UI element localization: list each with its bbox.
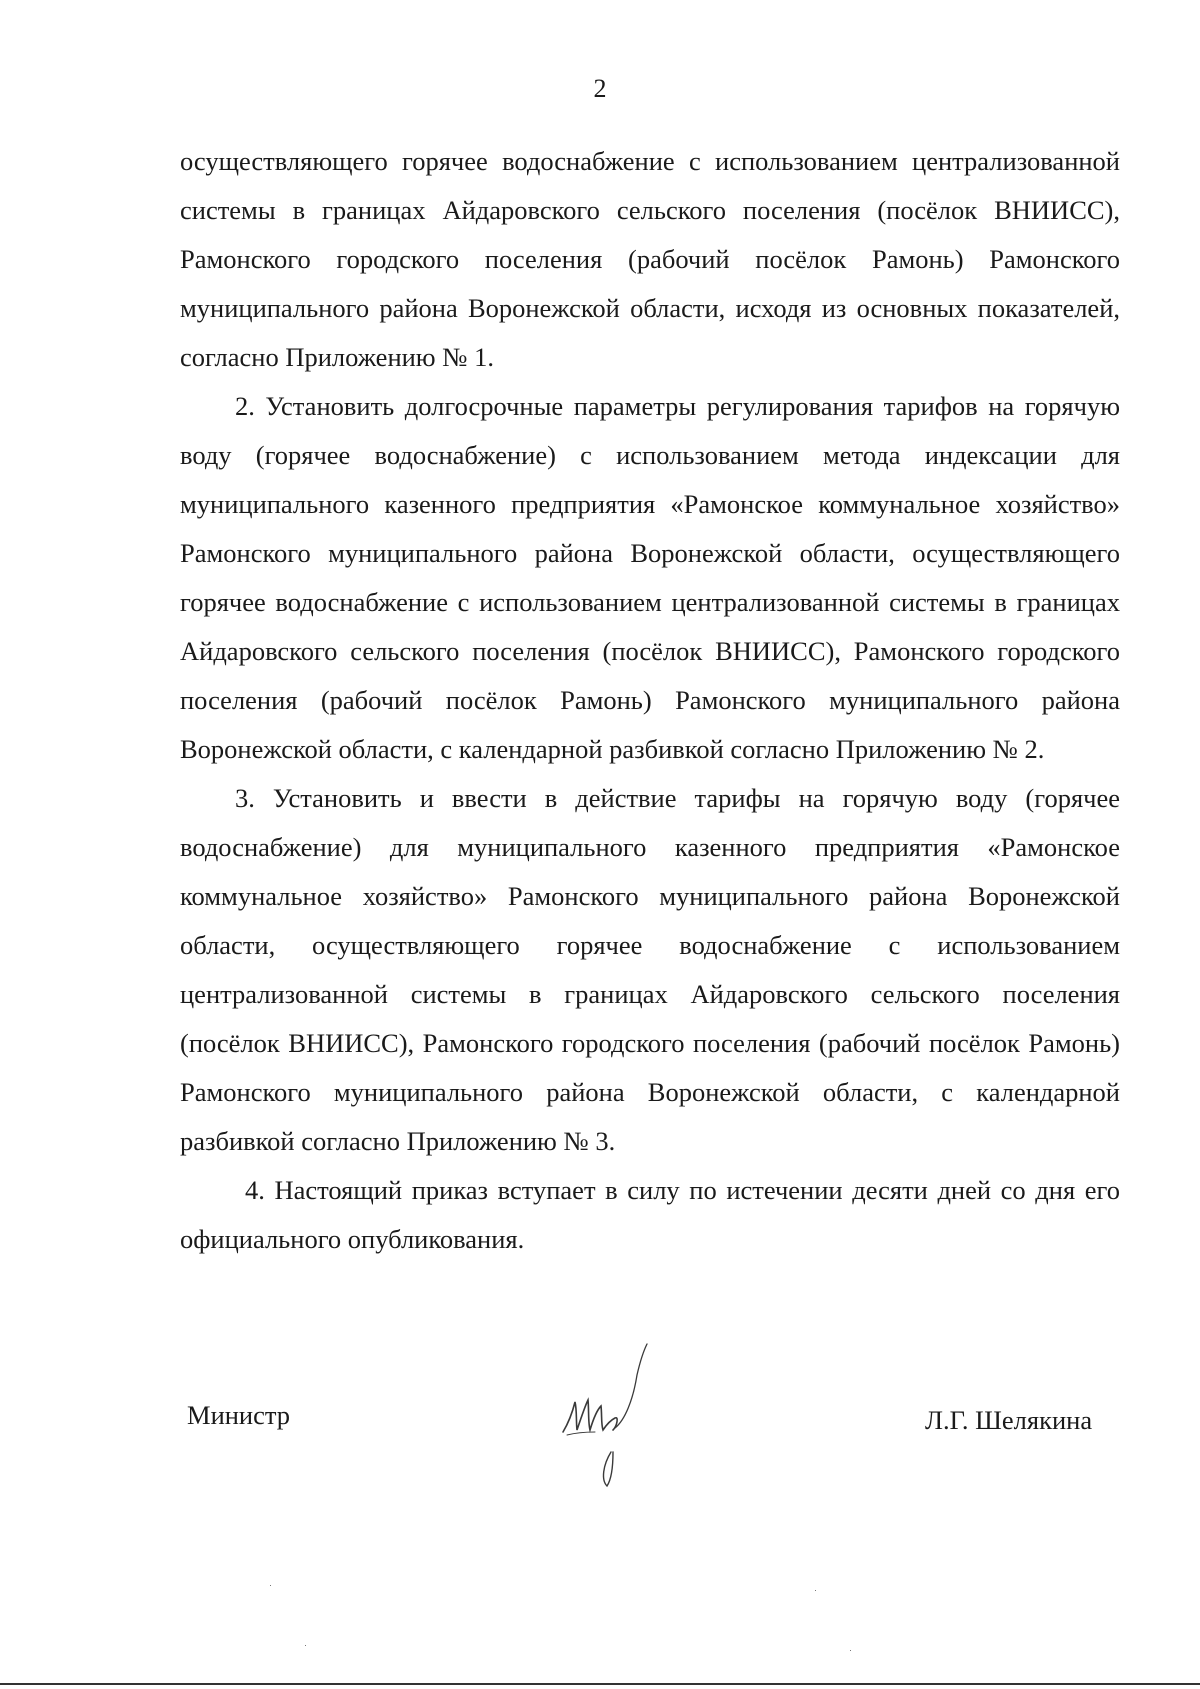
paragraph-continuation: осуществляющего горячее водоснабжение с использованием централизованной системы в границах Айдаровского сельского поселения (посёлок ВНИИСС), Рамонского городского поселения (рабочий посёлок Рамонь) Рамонского муниципального района Воронежской области, исходя из основных показателей, согласно Приложению № 1.: [180, 146, 1120, 372]
document-body: [180, 137, 1120, 1264]
scan-speck: [270, 1585, 271, 1586]
signatory-name: Л.Г. Шелякина: [925, 1405, 1093, 1435]
paragraph-item-2: 2. Установить долгосрочные параметры регулирования тарифов на горячую воду (горячее водоснабжение) с использованием метода индексации для муниципального казенного предприятия «Рамонское коммунальное хозяйство» Рамонского муниципального района Воронежской области, осуществляющего горячее водоснабжение с использованием централизованной системы в границах Айдаровского сельского поселения (посёлок ВНИИСС), Рамонского городского поселения (рабочий посёлок Рамонь) Рамонского муниципального района Воронежской области, с календарной разбивкой согласно Приложению № 2.: [180, 391, 1120, 764]
paragraph-item-3: 3. Установить и ввести в действие тарифы на горячую воду (горячее водоснабжение) для муниципального казенного предприятия «Рамонское коммунальное хозяйство» Рамонского муниципального района Воронежской области, осуществляющего горячее водоснабжение с использованием централизованной системы в границах Айдаровского сельского поселения (посёлок ВНИИСС), Рамонского городского поселения (рабочий посёлок Рамонь) Рамонского муниципального района Воронежской области, с календарной разбивкой согласно Приложению № 3.: [180, 783, 1120, 1156]
handwritten-signature: [555, 1340, 675, 1500]
page-number: 2: [593, 74, 607, 103]
paragraph-item-4: 4. Настоящий приказ вступает в силу по истечении десяти дней со дня его официального опубликования.: [180, 1175, 1120, 1254]
signatory-title: Министр: [187, 1400, 291, 1430]
page-bottom-edge: [0, 1683, 1200, 1685]
scan-speck: [305, 1645, 306, 1646]
scan-speck: [815, 1590, 816, 1591]
scan-speck: [850, 1650, 851, 1651]
